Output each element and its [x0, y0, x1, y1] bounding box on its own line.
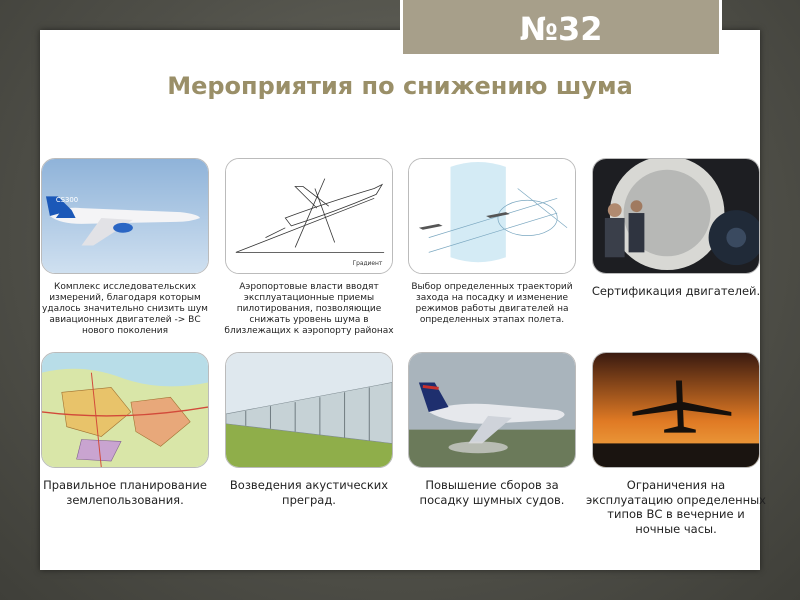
photo-night-aircraft — [592, 352, 760, 468]
diagram-approach-trajectory — [408, 158, 576, 274]
diagram-label: Градиент — [352, 261, 383, 268]
map-land-use — [41, 352, 209, 468]
caption-night-restrictions: Ограничения на эксплуатацию определенных типов ВС в вечерние и ночные часы. — [586, 478, 766, 536]
diagram-pilot-technique — [225, 158, 393, 274]
photo-noise-barrier — [225, 352, 393, 468]
photo-landing-aircraft — [408, 352, 576, 468]
caption-land-use-planning: Правильное планирование землепользования. — [43, 478, 207, 507]
photo-engine-inspection — [592, 158, 760, 274]
caption-engine-research: Комплекс исследовательских измерений, благодаря которым удалось значительно снизить шум авиационных двигателей -> ВС нового поколения — [42, 282, 208, 336]
plane-livery-text: CS300 — [55, 196, 79, 205]
slide-number-box — [400, 0, 722, 57]
slide-number: №32 — [519, 10, 603, 48]
caption-engine-certification: Сертификация двигателей. — [591, 284, 761, 298]
caption-landing-fees: Повышение сборов за посадку шумных судов. — [419, 478, 565, 507]
photo-airliner-sky — [41, 158, 209, 274]
caption-acoustic-barriers: Возведения акустических преград. — [229, 478, 389, 507]
slide-title: Мероприятия по снижению шума — [167, 72, 633, 100]
caption-approach-trajectories: Выбор определенных траекторий захода на посадку и изменение режимов работы двигателей на определенных этапах полета. — [411, 282, 573, 325]
caption-pilot-techniques: Аэропортовые власти вводят эксплуатационные приемы пилотирования, позволяющие снижать уровень шума в близлежащих к аэропорту районах — [224, 282, 394, 336]
